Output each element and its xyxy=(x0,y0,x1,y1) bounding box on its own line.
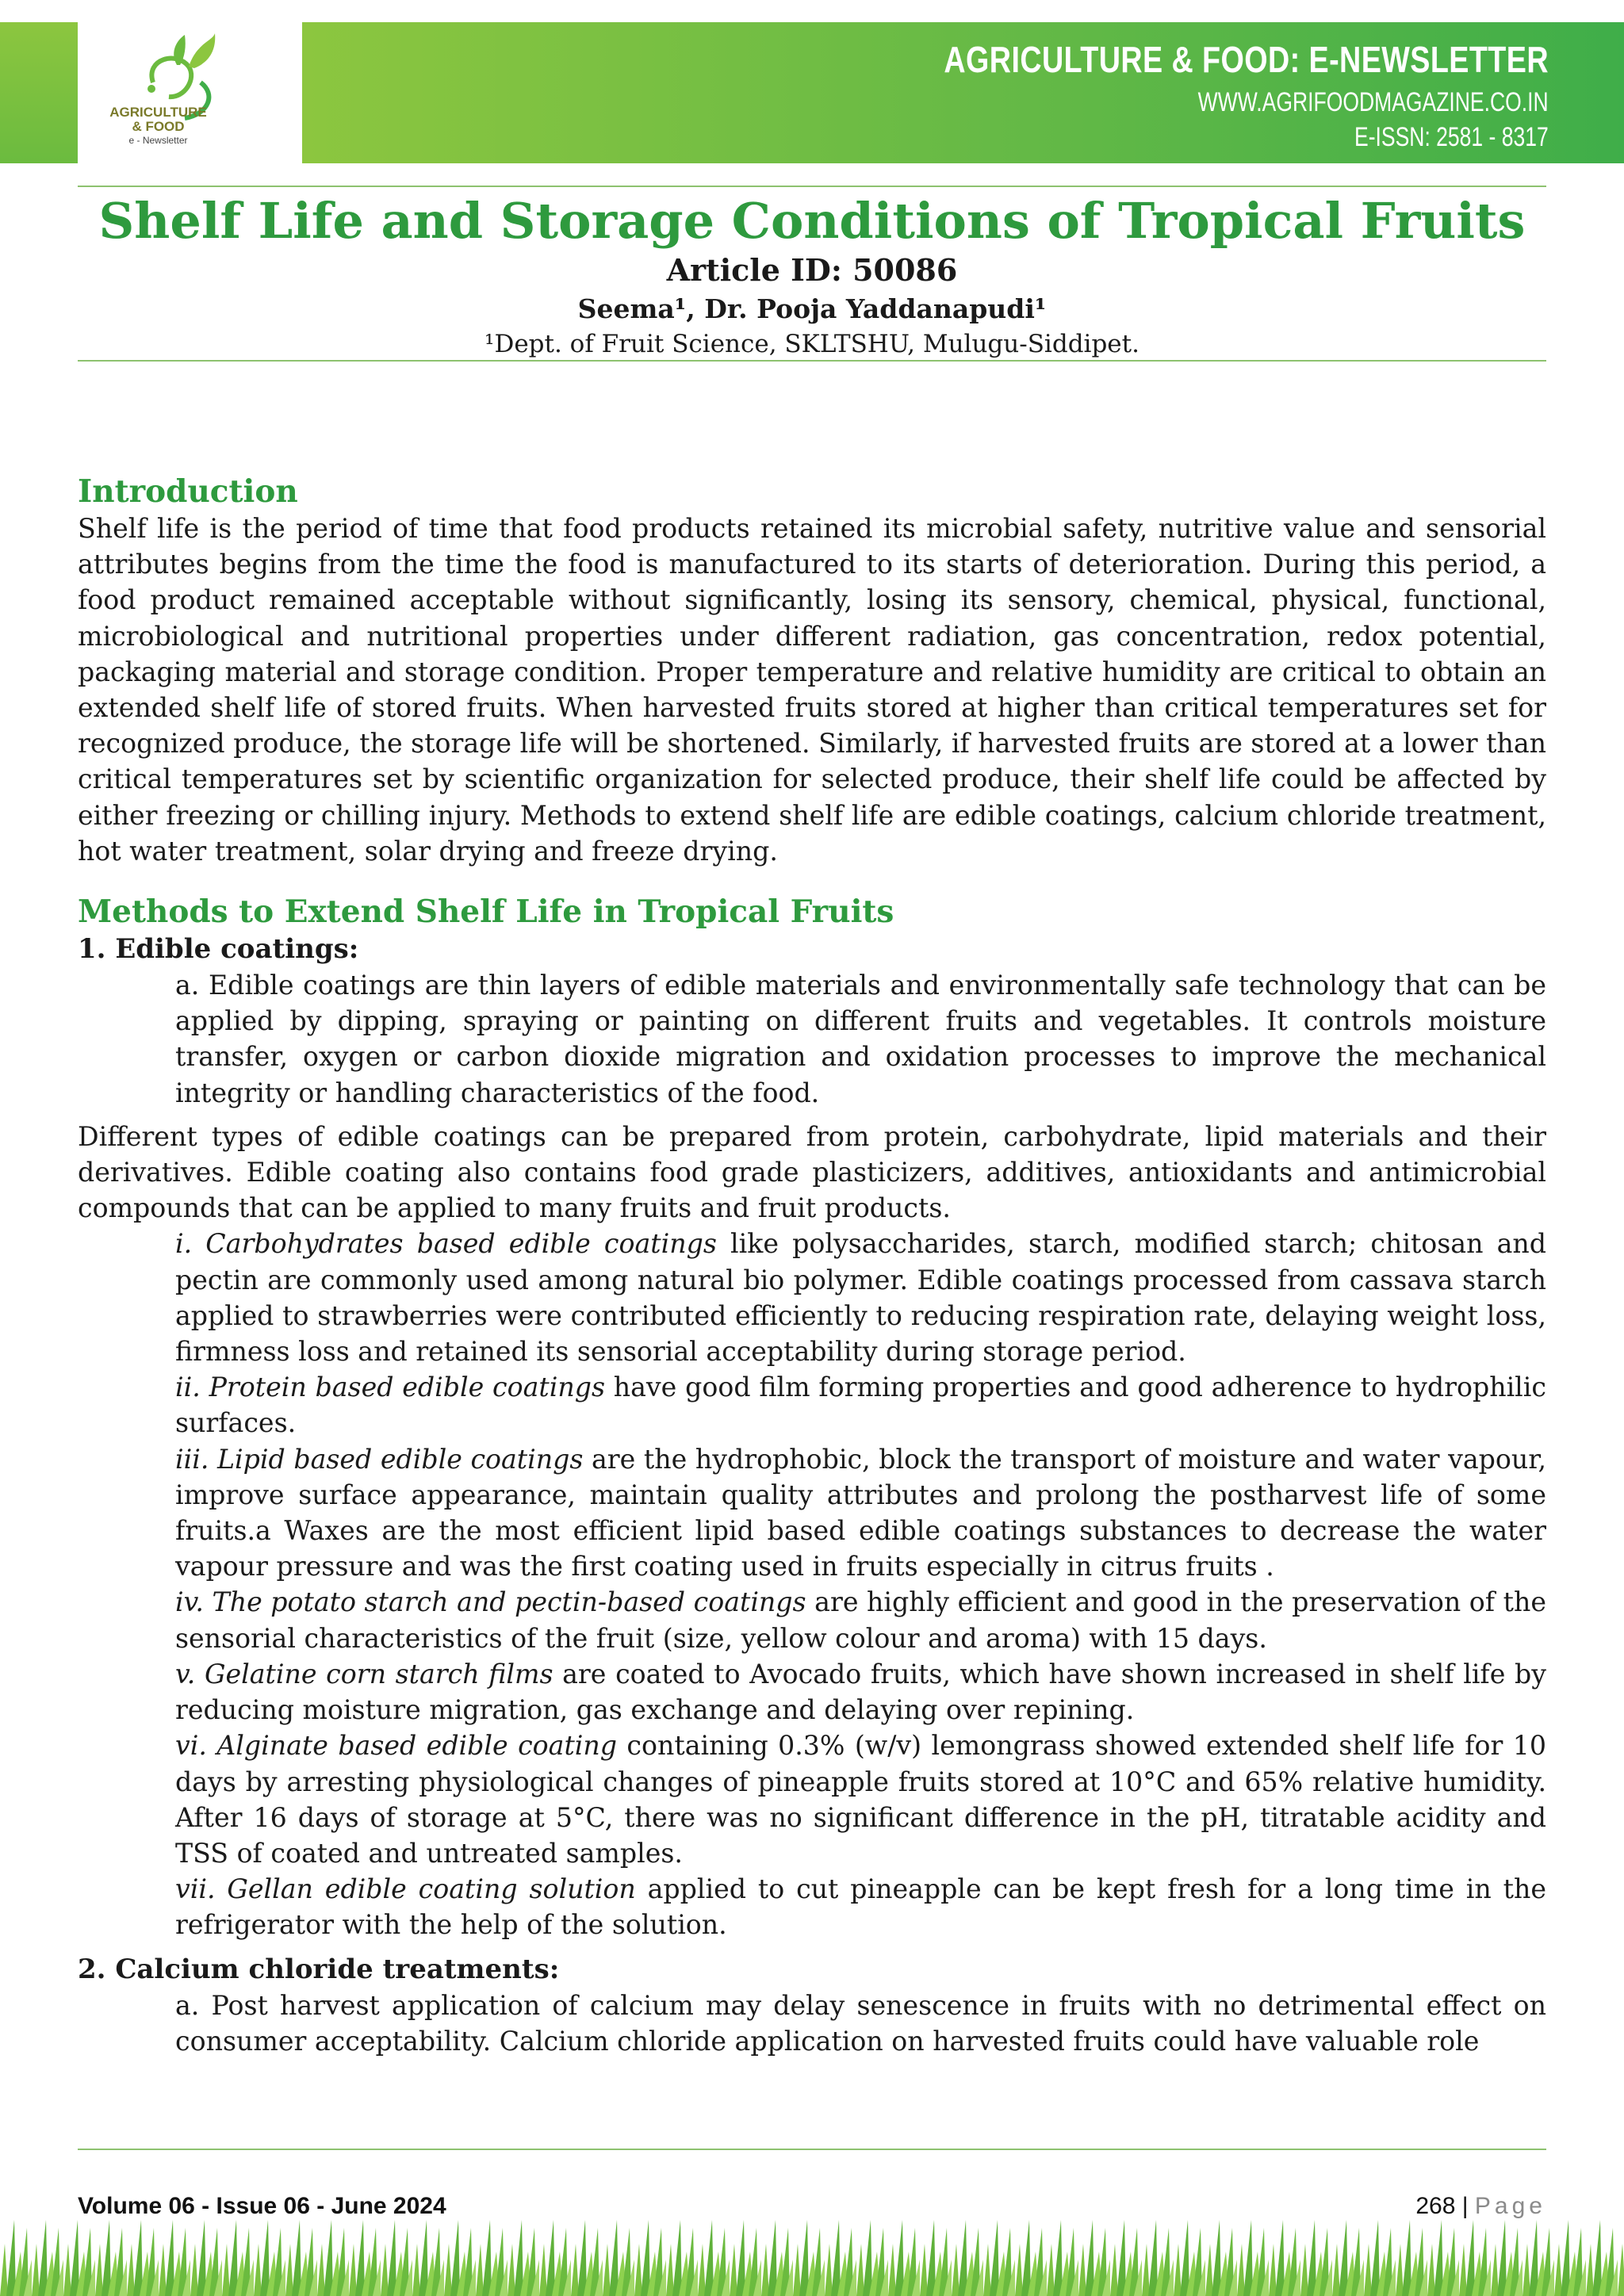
page-number: 268 xyxy=(1415,2193,1456,2219)
calcium-chloride-point-a: a. Post harvest application of calcium may delay senescence in fruits with no detrimental effect on consumer acceptability. Calcium chloride application on harvested fruits could have valuable role xyxy=(175,1989,1546,2057)
list-item-text: like polysaccharides, starch, modified starch; chitosan and pectin are commonly used among natural bio polymer. Edible coatings processed from cassava starch applied to strawberries were contributed efficiently to reducing respiration rate, delaying weight loss, firmness loss and retained its sensorial acceptability during storage period. xyxy=(175,1228,1546,1368)
logo-text-line3: e - Newsletter xyxy=(128,135,188,146)
list-item xyxy=(175,1584,1546,1655)
section-heading-introduction: Introduction xyxy=(78,473,298,510)
list-item xyxy=(175,1728,1546,1871)
list-item-text: are coated to Avocado fruits, which have shown increased in shelf life by reducing moisture migration, gas exchange and delaying over repining. xyxy=(175,1658,1546,1726)
newsletter-issn: E-ISSN: 2581 - 8317 xyxy=(1354,122,1549,152)
footer-page xyxy=(1415,2193,1546,2220)
header-banner xyxy=(0,22,1624,163)
article-authors: Seema¹, Dr. Pooja Yaddanapudi¹ xyxy=(577,293,1047,324)
article-id: Article ID: 50086 xyxy=(666,252,958,288)
footer-rule xyxy=(78,2149,1546,2150)
list-item xyxy=(175,1441,1546,1585)
article-body xyxy=(78,473,1546,2059)
list-item-lead: iii. Lipid based edible coatings xyxy=(175,1443,584,1475)
subheading-calcium-chloride: 2. Calcium chloride treatments: xyxy=(78,1953,560,1985)
list-item xyxy=(175,1369,1546,1441)
list-item xyxy=(175,1226,1546,1369)
newsletter-url[interactable]: WWW.AGRIFOODMAGAZINE.CO.IN xyxy=(1198,87,1549,117)
page-separator: | xyxy=(1461,2193,1469,2219)
title-bottom-rule xyxy=(78,360,1546,362)
list-item-text: are highly efficient and good in the preservation of the sensorial characteristics of the fruit (size, yellow colour and aroma) with 15 days. xyxy=(175,1586,1547,1654)
list-item-lead: i. Carbohydrates based edible coatings xyxy=(175,1228,717,1260)
list-item-text: have good film forming properties and good adherence to hydrophilic surfaces. xyxy=(175,1372,1546,1439)
logo-text-line1: AGRICULTURE xyxy=(109,105,207,120)
section-heading-methods: Methods to Extend Shelf Life in Tropical Fruits xyxy=(78,894,894,931)
list-item-text: containing 0.3% (w/v) lemongrass showed extended shelf life for 10 days by arresting physiological changes of pineapple fruits stored at 10°C and 65% relative humidity. After 16 days of storage at 5°C, there was no significant difference in the pH, titratable acidity and TSS of coated and untreated samples. xyxy=(175,1730,1546,1869)
list-item-lead: vi. Alginate based edible coating xyxy=(175,1730,618,1762)
page-label: Page xyxy=(1474,2193,1546,2219)
edible-coatings-point-a: a. Edible coatings are thin layers of edible materials and environmentally safe technology that can be applied by dipping, spraying or painting on different fruits and vegetables. It controls moisture transfer, oxygen or carbon dioxide migration and oxidation processes to improve the mechanical integrity or handling characteristics of the food. xyxy=(175,970,1546,1108)
list-item-text: applied to cut pineapple can be kept fresh for a long time in the refrigerator with the help of the solution. xyxy=(175,1873,1546,1941)
edible-coatings-paragraph: Different types of edible coatings can be prepared from protein, carbohydrate, lipid materials and their derivatives. Edible coating also contains food grade plasticizers, additives, antioxidants and antimicrobial compounds that can be applied to many fruits and fruit products. xyxy=(78,1120,1546,1224)
newsletter-title: AGRICULTURE & FOOD: E-NEWSLETTER xyxy=(944,39,1549,80)
list-item-lead: iv. The potato starch and pectin-based coatings xyxy=(175,1586,806,1618)
logo-text-line2: & FOOD xyxy=(132,119,185,134)
banner-title-block xyxy=(302,22,1624,163)
subheading-edible-coatings: 1. Edible coatings: xyxy=(78,933,359,966)
article-affiliation: ¹Dept. of Fruit Science, SKLTSHU, Mulugu-Siddipet. xyxy=(485,330,1139,358)
list-item-lead: v. Gelatine corn starch films xyxy=(175,1658,553,1689)
footer-volume: Volume 06 - Issue 06 - June 2024 xyxy=(78,2193,446,2219)
title-top-rule xyxy=(78,186,1546,187)
list-item xyxy=(175,1656,1546,1728)
intro-paragraph: Shelf life is the period of time that food products retained its microbial safety, nutritive value and sensorial attributes begins from the time the food is manufactured to its starts of deterioration. During this period, a food product remained acceptable without significantly, losing its sensory, chemical, physical, functional, microbiological and nutritional properties under different radiation, gas concentration, redox potential, packaging material and storage condition. Proper temperature and relative humidity are critical to obtain an extended shelf life of stored fruits. When harvested fruits stored at higher than critical temperatures set for recognized produce, the storage life will be shortened. Similarly, if harvested fruits are stored at a lower than critical temperatures set by scientific organization for selected produce, their shelf life could be affected by either freezing or chilling injury. Methods to extend shelf life are edible coatings, calcium chloride treatment, hot water treatment, solar drying and freeze drying. xyxy=(78,513,1547,867)
list-item-text: are the hydrophobic, block the transport of moisture and water vapour, improve surface appearance, maintain quality attributes and prolong the postharvest life of some fruits.a Waxes are the most efficient lipid based edible coatings substances to decrease the water vapour pressure and was the first coating used in fruits especially in citrus fruits . xyxy=(175,1443,1546,1582)
list-item xyxy=(175,1871,1546,1942)
logo xyxy=(78,22,302,163)
list-item-lead: ii. Protein based edible coatings xyxy=(175,1372,605,1403)
list-item-lead: vii. Gellan edible coating solution xyxy=(175,1873,636,1905)
article-title: Shelf Life and Storage Conditions of Tropical Fruits xyxy=(98,192,1526,250)
